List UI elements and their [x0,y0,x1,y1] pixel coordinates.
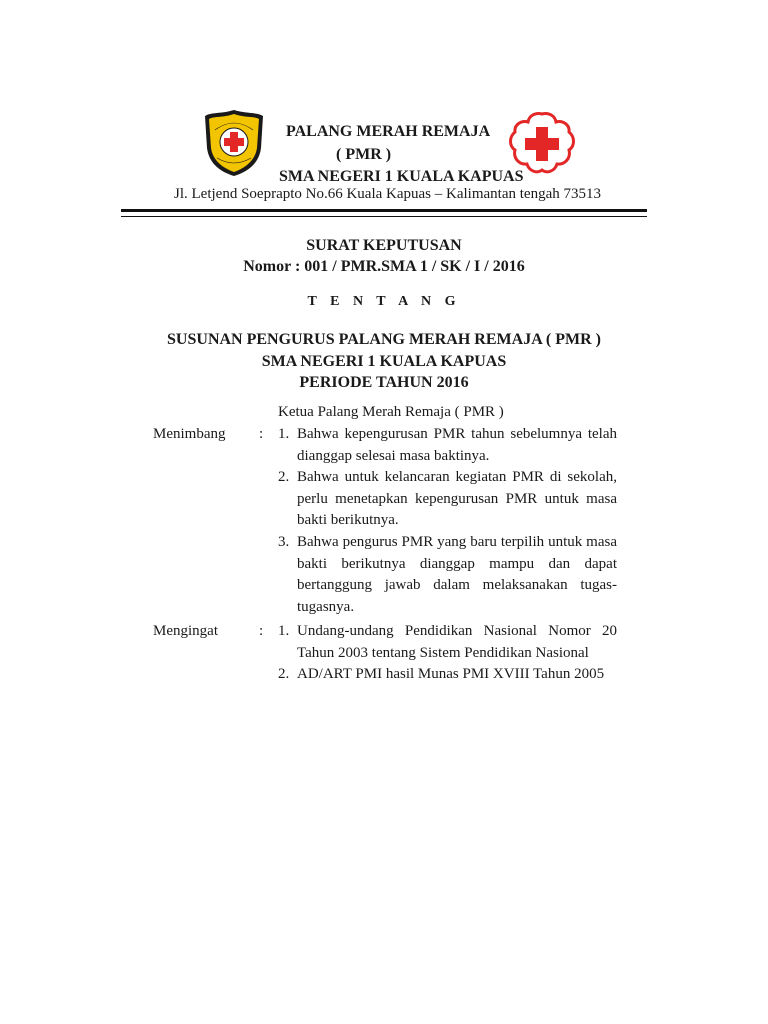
red-cross-flower-logo-icon [507,110,577,176]
menimbang-item-1-line-1: Bahwa kepengurusan PMR tahun sebelumnya telah [297,426,617,442]
org-abbr: ( PMR ) [336,146,392,163]
menimbang-item-2 [297,467,617,532]
menimbang-item-3-line-2: bakti berikutnya dianggap mampu dan dapat [297,555,617,572]
letterhead-rule-thick [121,209,647,212]
menimbang-item-3-line-1: Bahwa pengurus PMR yang baru terpilih untuk masa [297,534,617,550]
document-title: SURAT KEPUTUSAN [306,237,462,254]
menimbang-item-3-number: 3. [278,534,290,550]
menimbang-item-1-line-2: dianggap selesai masa baktinya. [297,447,490,464]
menimbang-item-2-number: 2. [278,469,290,485]
document-number: Nomor : 001 / PMR.SMA 1 / SK / I / 2016 [243,258,525,275]
menimbang-item-3-line-4: tugasnya. [297,598,355,615]
org-name: PALANG MERAH REMAJA [286,123,491,140]
menimbang-item-2-line-2: perlu menetapkan kepengurusan PMR untuk masa [297,490,617,507]
mengingat-item-2 [297,664,617,686]
mengingat-item-1-number: 1. [278,623,290,639]
tentang-heading: T E N T A N G [307,294,461,309]
menimbang-item-1 [297,424,617,467]
menimbang-item-2-line-1: Bahwa untuk kelancaran kegiatan PMR di sekolah, [297,469,617,485]
menimbang-item-2-line-3: bakti berikutnya. [297,512,399,528]
menimbang-item-1-number: 1. [278,426,290,442]
menimbang-item-3 [297,532,617,618]
subject-line-2: SMA NEGERI 1 KUALA KAPUAS [261,353,507,370]
mengingat-item-2-line-1: AD/ART PMI hasil Munas PMI XVIII Tahun 2005 [297,666,605,682]
school-name: SMA NEGERI 1 KUALA KAPUAS [279,168,524,185]
pmr-shield-logo-icon [203,108,265,178]
menimbang-label: Menimbang [153,426,226,442]
menimbang-item-3-line-3: bertanggung jawab dalam melaksanakan tugas- [297,577,617,593]
mengingat-label: Mengingat [153,623,218,639]
mengingat-item-1-line-1: Undang-undang Pendidikan Nasional Nomor 20 [297,623,617,639]
mengingat-colon: : [259,623,264,639]
mengingat-item-1 [297,621,617,664]
address-line: Jl. Letjend Soeprapto No.66 Kuala Kapuas – Kalimantan tengah 73513 [174,186,601,202]
letterhead-rule-thin [121,216,647,217]
subject-line-3: PERIODE TAHUN 2016 [299,374,469,391]
subject-line-1: SUSUNAN PENGURUS PALANG MERAH REMAJA ( PMR ) [167,331,601,348]
menimbang-colon: : [259,426,264,442]
mengingat-item-1-line-2: Tahun 2003 tentang Sistem Pendidikan Nasional [297,644,589,661]
mengingat-item-2-number: 2. [278,666,290,682]
intro-line: Ketua Palang Merah Remaja ( PMR ) [278,404,504,420]
